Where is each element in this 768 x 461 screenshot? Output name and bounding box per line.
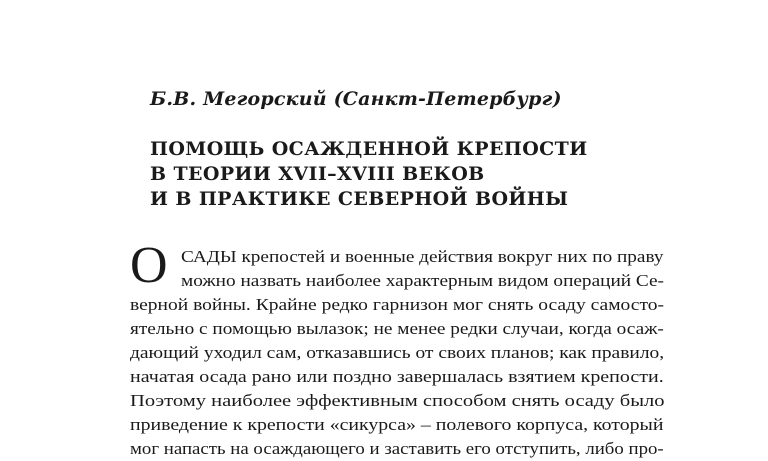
title-line-3: И В ПРАКТИКЕ СЕВЕРНОЙ ВОЙНЫ (150, 188, 569, 210)
body-line-6: начатая осада рано или поздно завершалась взятием крепости. (130, 367, 664, 386)
body-line-8: приведение к крепости «сикурса» – полевого корпуса, который (130, 415, 664, 434)
body-line-5: дающий уходил сам, отказавшись от своих планов; как правило, (130, 343, 665, 362)
drop-cap: О (130, 237, 168, 294)
body-line-2: можно назвать наиболее характерным видом операций Се- (181, 271, 664, 290)
body-line-1: САДЫ крепостей и военные действия вокруг них по праву (181, 247, 664, 266)
author-line: Б.В. Мегорский (Санкт-Петербург) (150, 88, 562, 110)
body-line-3: верной войны. Крайне редко гарнизон мог снять осаду самосто- (130, 295, 665, 314)
body-line-9: мог напасть на осаждающего и заставить его отступить, либо про- (130, 439, 664, 458)
title-line-1: ПОМОЩЬ ОСАЖДЕННОЙ КРЕПОСТИ (150, 138, 588, 160)
body-line-4: ятельно с помощью вылазок; не менее редки случаи, когда осаж- (130, 319, 664, 338)
title-line-2: В ТЕОРИИ XVII–XVIII ВЕКОВ (150, 163, 485, 185)
body-line-7: Поэтому наиболее эффективным способом снять осаду было (130, 391, 665, 410)
